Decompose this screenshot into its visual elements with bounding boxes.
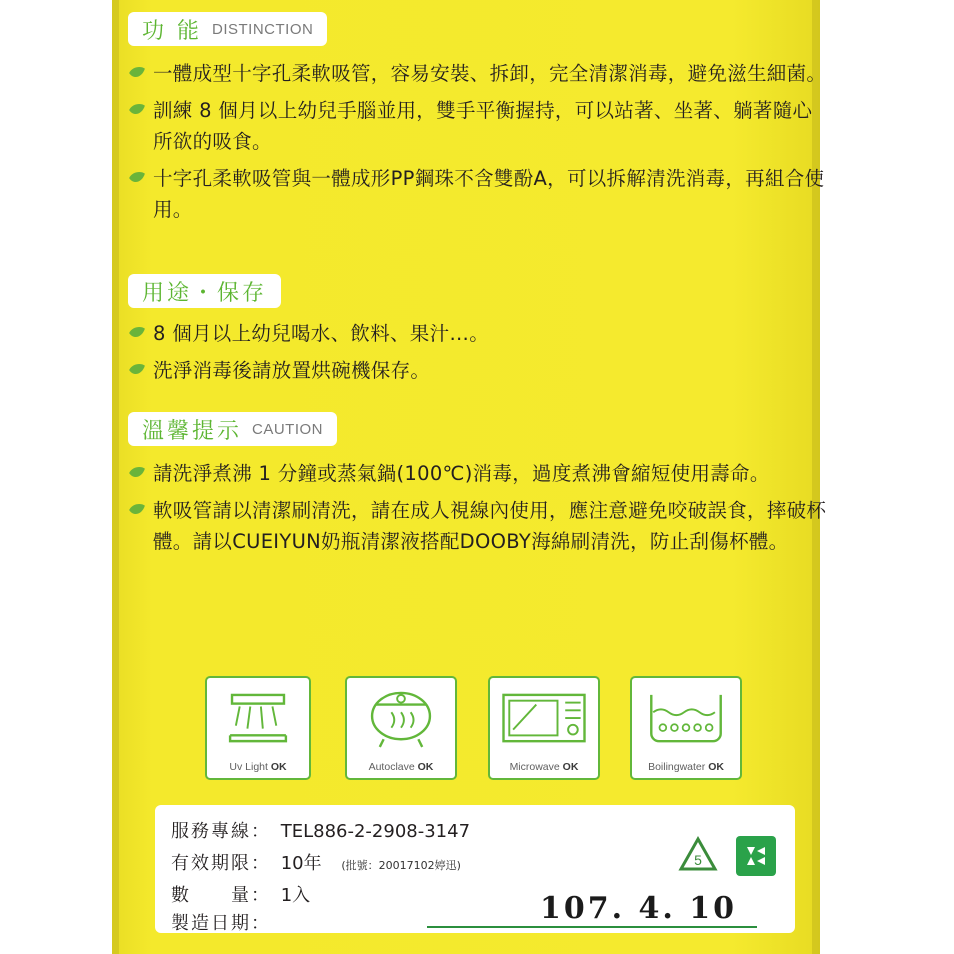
recycle-marks bbox=[675, 833, 777, 879]
safety-icon-caption bbox=[207, 761, 309, 773]
list-item-text: 洗淨消毒後請放置烘碗機保存。 bbox=[153, 359, 431, 382]
section-header-distinction bbox=[128, 12, 327, 46]
safety-icon-boiling-water bbox=[630, 676, 742, 780]
safety-icon-caption bbox=[632, 761, 740, 773]
list-item-text: 十字孔柔軟吸管與一體成形PP鋼珠不含雙酚A，可以拆解清洗消毒，再組合使用。 bbox=[153, 167, 825, 221]
leaf-bullet-icon bbox=[128, 66, 146, 80]
safety-icon-label: Boilingwater bbox=[648, 761, 706, 773]
safety-icon-microwave bbox=[488, 676, 600, 780]
green-recycle-icon bbox=[735, 835, 777, 877]
recycle-number: 5 bbox=[694, 852, 702, 868]
list-item-text: 軟吸管請以清潔刷清洗，請在成人視線內使用，應注意避免咬破誤食，摔破杯體。請以CUEIYUN奶瓶清潔液搭配DOOBY海綿刷清洗，防止刮傷杯體。 bbox=[153, 499, 827, 553]
section-title-cn: 溫馨提示 bbox=[142, 418, 243, 444]
list-item bbox=[128, 458, 828, 489]
safety-icon-ok: OK bbox=[708, 761, 724, 773]
caution-list bbox=[128, 458, 828, 563]
list-item bbox=[128, 58, 828, 89]
list-item bbox=[128, 95, 828, 157]
leaf-bullet-icon bbox=[128, 466, 146, 480]
safety-icon-row bbox=[205, 676, 745, 786]
list-item bbox=[128, 163, 828, 225]
section-title-cn: 功 能 bbox=[142, 18, 202, 44]
section-title-en: CAUTION bbox=[252, 420, 324, 438]
list-item bbox=[128, 318, 828, 349]
service-line bbox=[171, 817, 470, 843]
usage-list bbox=[128, 318, 828, 392]
quantity-value: 1入 bbox=[280, 885, 311, 906]
uv-light-icon bbox=[207, 686, 309, 752]
autoclave-icon bbox=[347, 686, 455, 752]
microwave-icon bbox=[490, 686, 598, 752]
leaf-bullet-icon bbox=[128, 171, 146, 185]
safety-icon-ok: OK bbox=[270, 761, 287, 773]
safety-icon-caption bbox=[347, 761, 455, 773]
product-info-box bbox=[155, 805, 795, 933]
panel-left-edge bbox=[112, 0, 119, 954]
safety-icon-ok: OK bbox=[562, 761, 579, 773]
leaf-bullet-icon bbox=[128, 103, 146, 117]
safety-icon-caption bbox=[490, 761, 598, 773]
list-item-text: 一體成型十字孔柔軟吸管，容易安裝、拆卸，完全清潔消毒，避免滋生細菌。 bbox=[153, 62, 827, 85]
list-item bbox=[128, 355, 828, 386]
manufacture-line bbox=[171, 909, 275, 935]
section-header-caution bbox=[128, 412, 337, 446]
section-header-usage bbox=[128, 274, 281, 308]
safety-icon-label: Microwave bbox=[509, 761, 560, 773]
quantity-line bbox=[171, 881, 310, 907]
service-label: 服務專線： bbox=[171, 821, 271, 842]
manufacture-date-underline bbox=[427, 926, 757, 928]
quantity-label: 數 量： bbox=[171, 885, 271, 906]
manufacture-label: 製造日期： bbox=[171, 913, 271, 934]
batch-note: (批號：20017102婷迅) bbox=[341, 859, 461, 872]
expiry-value: 10年 bbox=[280, 853, 322, 874]
safety-icon-uv-light bbox=[205, 676, 311, 780]
boiling-water-icon bbox=[632, 686, 740, 752]
list-item-text: 請洗淨煮沸 1 分鐘或蒸氣鍋(100℃)消毒，過度煮沸會縮短使用壽命。 bbox=[153, 462, 770, 485]
list-item-text: 訓練 8 個月以上幼兒手腦並用，雙手平衡握持，可以站著、坐著、躺著隨心所欲的吸食。 bbox=[153, 99, 813, 153]
list-item bbox=[128, 495, 828, 557]
list-item-text: 8 個月以上幼兒喝水、飲料、果汁…。 bbox=[153, 322, 490, 345]
distinction-list bbox=[128, 58, 828, 231]
safety-icon-label: Autoclave bbox=[368, 761, 415, 773]
expiry-label: 有效期限： bbox=[171, 853, 271, 874]
leaf-bullet-icon bbox=[128, 363, 146, 377]
recycle-triangle-icon bbox=[675, 833, 721, 879]
safety-icon-autoclave bbox=[345, 676, 457, 780]
manufacture-date-stamp: 107. 4. 10 bbox=[540, 891, 738, 926]
section-title-en: DISTINCTION bbox=[212, 20, 314, 38]
leaf-bullet-icon bbox=[128, 326, 146, 340]
leaf-bullet-icon bbox=[128, 503, 146, 517]
safety-icon-ok: OK bbox=[417, 761, 434, 773]
expiry-line bbox=[171, 849, 461, 875]
section-title-cn: 用途・保存 bbox=[142, 280, 268, 306]
safety-icon-label: Uv Light bbox=[229, 761, 268, 773]
service-value: TEL886-2-2908-3147 bbox=[280, 821, 471, 842]
